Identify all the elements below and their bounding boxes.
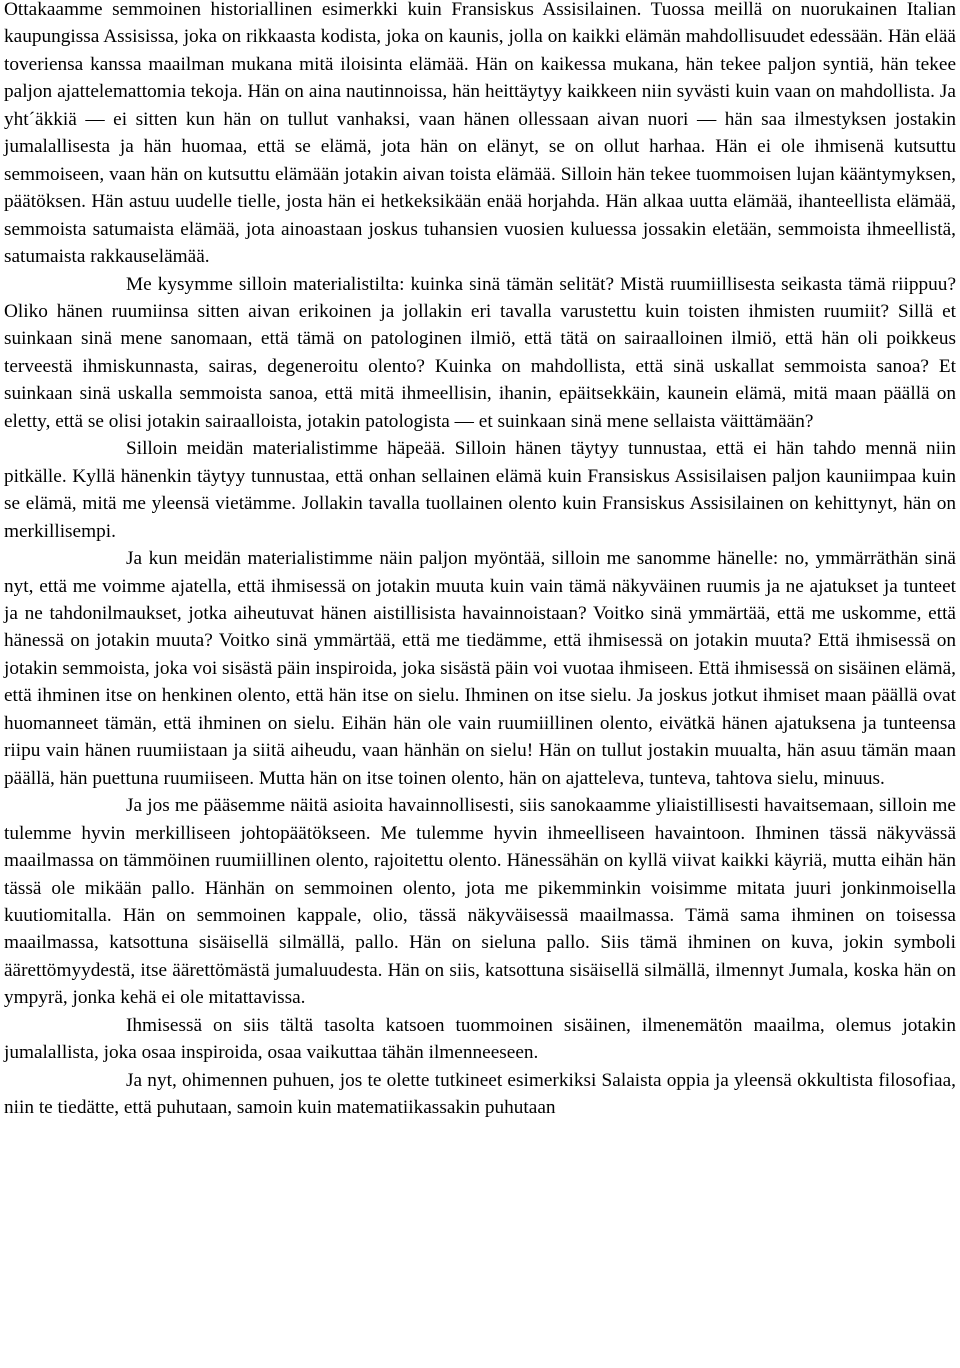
document-page bbox=[4, 0, 956, 1122]
paragraph-inner-world: Ihmisessä on siis tältä tasolta katsoen tuommoinen sisäinen, ilmenemätön maailma, olemus jotakin jumalallista, joka osaa inspiroida, osaa vaikuttaa tähän ilmenneeseen. bbox=[4, 1014, 956, 1064]
paragraph-materialist-question: Me kysymme silloin materialistilta: kuinka sinä tämän selität? Mistä ruumiillisesta seikasta tämä riippuu? Oliko hänen ruumiinsa sitten aivan erikoinen ja jollakin eri tavalla varustettu kuin toisten ihmisten ruumiit? Sillä et suinkaan sinä mene sanomaan, että tämä on patologinen ilmiö, että tätä on sairaalloinen ilmiö, että hän oli poikkeus terveestä ihmiskunnasta, sairas, degeneroitu olento? Kuinka on mahdollista, että sinä uskallat semmoista sanoa? Et suinkaan sinä uskalla semmoista sanoa, että mitä ihmeellisin, ihanin, epäitsekkäin, kaunein elämä, mitä maan päällä on eletty, että se olisi jotakin sairaalloista, jotakin patologista — et suinkaan sinä mene sellaista väittämään? bbox=[4, 273, 956, 432]
paragraph-supersensible-observation: Ja jos me pääsemme näitä asioita havainnollisesti, siis sanokaamme yliaistillisesti havaitsemaan, silloin me tulemme hyvin merkilliseen johtopäätökseen. Me tulemme hyvin ihmeelliseen havaintoon. Ihminen tässä näkyvässä maailmassa on tämmöinen ruumiillinen olento, rajoitettu olento. Hänessähän on kyllä viivat kaikki käyriä, mutta eihän hän tässä ole mikään pallo. Hänhän on semmoinen olento, jota me pikemminkin voisimme mitata juuri jonkinmoisella kuutiomitalla. Hän on semmoinen kappale, olio, tässä näkyväisessä maailmassa. Tämä sama ihminen on toisessa maailmassa, katsottuna sisäisellä silmällä, pallo. Hän on sieluna pallo. Siis tämä ihminen on kuva, jokin symboli äärettömyydestä, itse äärettömästä jumaluudesta. Hän on siis, katsottuna sisäisellä silmällä, ilmennyt Jumala, koska hän on ympyrä, jonka kehä ei ole mitattavissa. bbox=[4, 795, 956, 1009]
paragraph-fransiskus-intro: Ottakaamme semmoinen historiallinen esimerkki kuin Fransiskus Assisilainen. Tuossa meillä on nuorukainen Italian kaupungissa Assisissa, joka on rikkaasta kodista, joka on kaunis, jolla on kaikki elämän mahdollisuudet edessään. Hän elää toveriensa kanssa maailman mukana mitä iloisinta elämää. Hän on kaikessa mukana, hän tekee paljon syntiä, hän tekee paljon ajattelemattomia tekoja. Hän on aina nautinnoissa, hän heittäytyy kaikkeen niin syvästi kuin vaan on mahdollista. Ja yht´äkkiä — ei sitten kun hän on tullut vanhaksi, vaan hänen ollessaan aivan nuori — hän saa ilmestyksen jostakin jumalallisesta ja hän huomaa, että se elämä, jota hän on elänyt, se on ollut harhaa. Hän ei ole ihmisenä kutsuttu semmoiseen, vaan hän on kutsuttu elämään jotakin aivan toista elämää. Silloin hän tekee tuommoisen lujan kääntymyksen, päätöksen. Hän astuu uudelle tielle, josta hän ei hetkeksikään enää horjahda. Hän alkaa uutta elämää, ihanteellista elämää, semmoista satumaista elämää, jota ainoastaan joskus tuhansien vuosien kuluessa jossakin eletään, semmoista ihmeellistä, satumaista rakkauselämää. bbox=[4, 0, 956, 268]
paragraph-occult-philosophy: Ja nyt, ohimennen puhuen, jos te olette tutkineet esimerkiksi Salaista oppia ja yleensä okkultista filosofiaa, niin te tiedätte, että puhutaan, samoin kuin matematiikassakin puhutaan bbox=[4, 1069, 956, 1119]
paragraph-human-soul: Ja kun meidän materialistimme näin paljon myöntää, silloin me sanomme hänelle: no, ymmärräthän sinä nyt, että me voimme ajatella, että ihmisessä on jotakin muuta kuin vain tämä näkyväinen ruumis ja ne ajatukset ja tunteet ja ne tahdonilmaukset, jotka aiheutuvat hänen aistillisista havainnoistaan? Voitko sinä ymmärtää, että me uskomme, että hänessä on jotakin muuta? Voitko sinä ymmärtää, että me tiedämme, että ihmisessä on jotakin muuta? Että ihmisessä on jotakin semmoista, joka voi sisästä päin inspiroida, joka sisästä päin voi vuotaa ihmiseen. Että ihmisessä on sisäinen elämä, että ihminen itse on henkinen olento, että hän itse on sielu. Ihminen on itse sielu. Ja joskus jotkut ihmiset maan päällä ovat huomanneet tämän, että ihminen on sielu. Eihän hän ole vain ruumiillinen olento, eivätkä hänen ajatuksena ja tunteensa riipu vain hänen ruumiistaan ja siitä aiheudu, vaan hänhän on sielu! Hän on tullut jostakin muualta, hän asuu tämän maan päällä, hän puettuna ruumiiseen. Mutta hän on itse toinen olento, hän on ajatteleva, tunteva, tahtova sielu, minuus. bbox=[4, 548, 956, 789]
paragraph-materialist-shame: Silloin meidän materialistimme häpeää. Silloin hänen täytyy tunnustaa, että ei hän tahdo mennä niin pitkälle. Kyllä hänenkin täytyy tunnustaa, että onhan sellainen elämä kuin Fransiskus Assisilaisen paljon kauniimpaa kuin se elämä, mitä me yleensä vietämme. Jollakin tavalla tuollainen olento kuin Fransiskus Assisilainen on kehittynyt, hän on merkillisempi. bbox=[4, 438, 956, 542]
